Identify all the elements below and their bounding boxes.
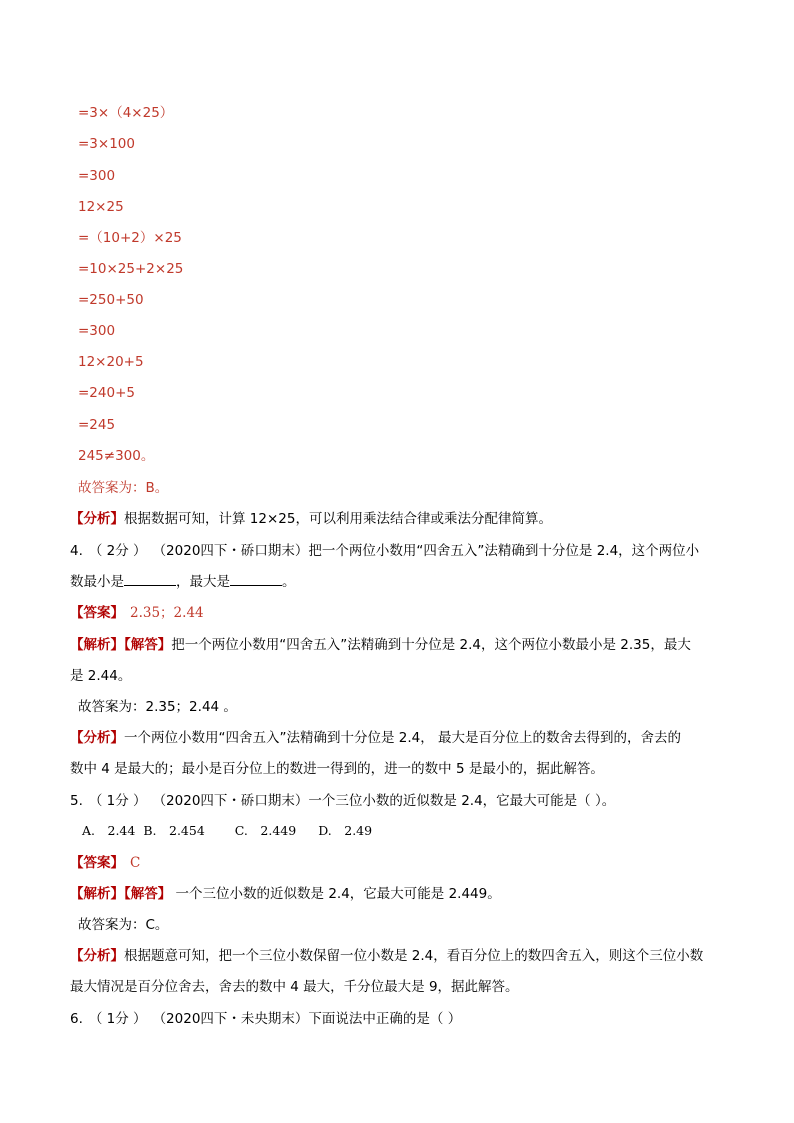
work-line: =240+5 [78, 385, 135, 401]
work-line: =245 [78, 417, 116, 433]
question-points: （ 2分 ） [88, 543, 147, 559]
analysis-text: 一个两位小数用“四舍五入”法精确到十分位是 2.4， 最大是百分位上的数舍去得到的，舍去的 [124, 730, 682, 746]
work-line: =3×（4×25） [78, 105, 174, 121]
q5-analysis-line-1 [70, 947, 703, 965]
work-line: =3×100 [78, 136, 135, 152]
q5-answer [70, 854, 140, 872]
work-line: 12×25 [78, 199, 124, 215]
work-line: 245≠300。 [78, 448, 155, 464]
question-stem: 。 [282, 574, 296, 590]
solution-text: 把一个两位小数用“四舍五入”法精确到十分位是 2.4，这个两位小数最小是 2.35，最大 [171, 637, 691, 653]
work-line: =10×25+2×25 [78, 261, 184, 277]
answer-tag: 【答案】 [70, 855, 124, 871]
question-points: （ 1分 ） [88, 1011, 147, 1027]
answer-blank [230, 573, 282, 586]
q5-analysis-line-2: 最大情况是百分位舍去，舍去的数中 4 最大，千分位最大是 9，据此解答。 [70, 979, 519, 995]
solution-tag: 【解析】【解答】 [70, 886, 172, 902]
analysis-text: 根据题意可知，把一个三位小数保留一位小数是 2.4，看百分位上的数四舍五入，则这个三位小数 [124, 948, 704, 964]
analysis-tag: 【分析】 [70, 948, 124, 964]
q4-stem-line-1 [70, 542, 699, 560]
question-source: （2020四下・硚口期末） [152, 543, 309, 559]
answer-blank [124, 573, 176, 586]
work-line: 12×20+5 [78, 354, 144, 370]
work-line: =300 [78, 323, 116, 339]
q4-solution-line-1 [70, 636, 691, 654]
q5-options [82, 822, 372, 840]
question-source: （2020四下・硚口期末） [152, 793, 309, 809]
question-stem: 数最小是 [70, 574, 124, 590]
q3-conclusion: 故答案为：B。 [78, 480, 169, 496]
q4-conclusion: 故答案为：2.35；2.44 。 [78, 699, 237, 715]
q5-solution [70, 885, 501, 903]
question-stem: 把一个两位小数用“四舍五入”法精确到十分位是 2.4，这个两位小 [308, 543, 700, 559]
analysis-tag: 【分析】 [70, 730, 124, 746]
option-a[interactable]: A. 2.44 [82, 823, 136, 838]
analysis-text: 根据数据可知，计算 12×25，可以利用乘法结合律或乘法分配律简算。 [124, 511, 552, 527]
solution-tag: 【解析】【解答】 [70, 637, 172, 653]
answer-value: C [130, 855, 141, 871]
q4-solution-line-2: 是 2.44。 [70, 668, 132, 684]
question-number: 5. [70, 793, 83, 809]
question-points: （ 1分 ） [88, 793, 147, 809]
option-d[interactable]: D. 2.49 [318, 823, 373, 838]
work-line: =（10+2）×25 [78, 230, 182, 246]
question-source: （2020四下・未央期末） [152, 1011, 309, 1027]
q5-stem [70, 792, 615, 810]
work-line: =300 [78, 168, 116, 184]
work-line: =250+50 [78, 292, 144, 308]
q5-conclusion: 故答案为：C。 [78, 917, 169, 933]
question-stem: 一个三位小数的近似数是 2.4，它最大可能是（ ）。 [308, 793, 616, 809]
analysis-tag: 【分析】 [70, 511, 124, 527]
q4-analysis-line-2: 数中 4 是最大的；最小是百分位上的数进一得到的，进一的数中 5 是最小的，据此解答。 [70, 761, 604, 777]
solution-text: 一个三位小数的近似数是 2.4，它最大可能是 2.449。 [171, 886, 501, 902]
question-stem: ，最大是 [176, 574, 230, 590]
question-number: 4. [70, 543, 83, 559]
question-stem: 下面说法中正确的是（ ） [308, 1011, 462, 1027]
answer-tag: 【答案】 [70, 605, 124, 621]
option-c[interactable]: C. 2.449 [234, 823, 297, 838]
q4-analysis-line-1 [70, 729, 681, 747]
q4-stem-line-2 [70, 573, 296, 591]
q4-answer [70, 604, 204, 622]
option-b[interactable]: B. 2.454 [143, 823, 205, 838]
q6-stem [70, 1010, 461, 1028]
answer-value: 2.35；2.44 [130, 605, 204, 621]
q3-analysis [70, 510, 552, 528]
question-number: 6. [70, 1011, 83, 1027]
